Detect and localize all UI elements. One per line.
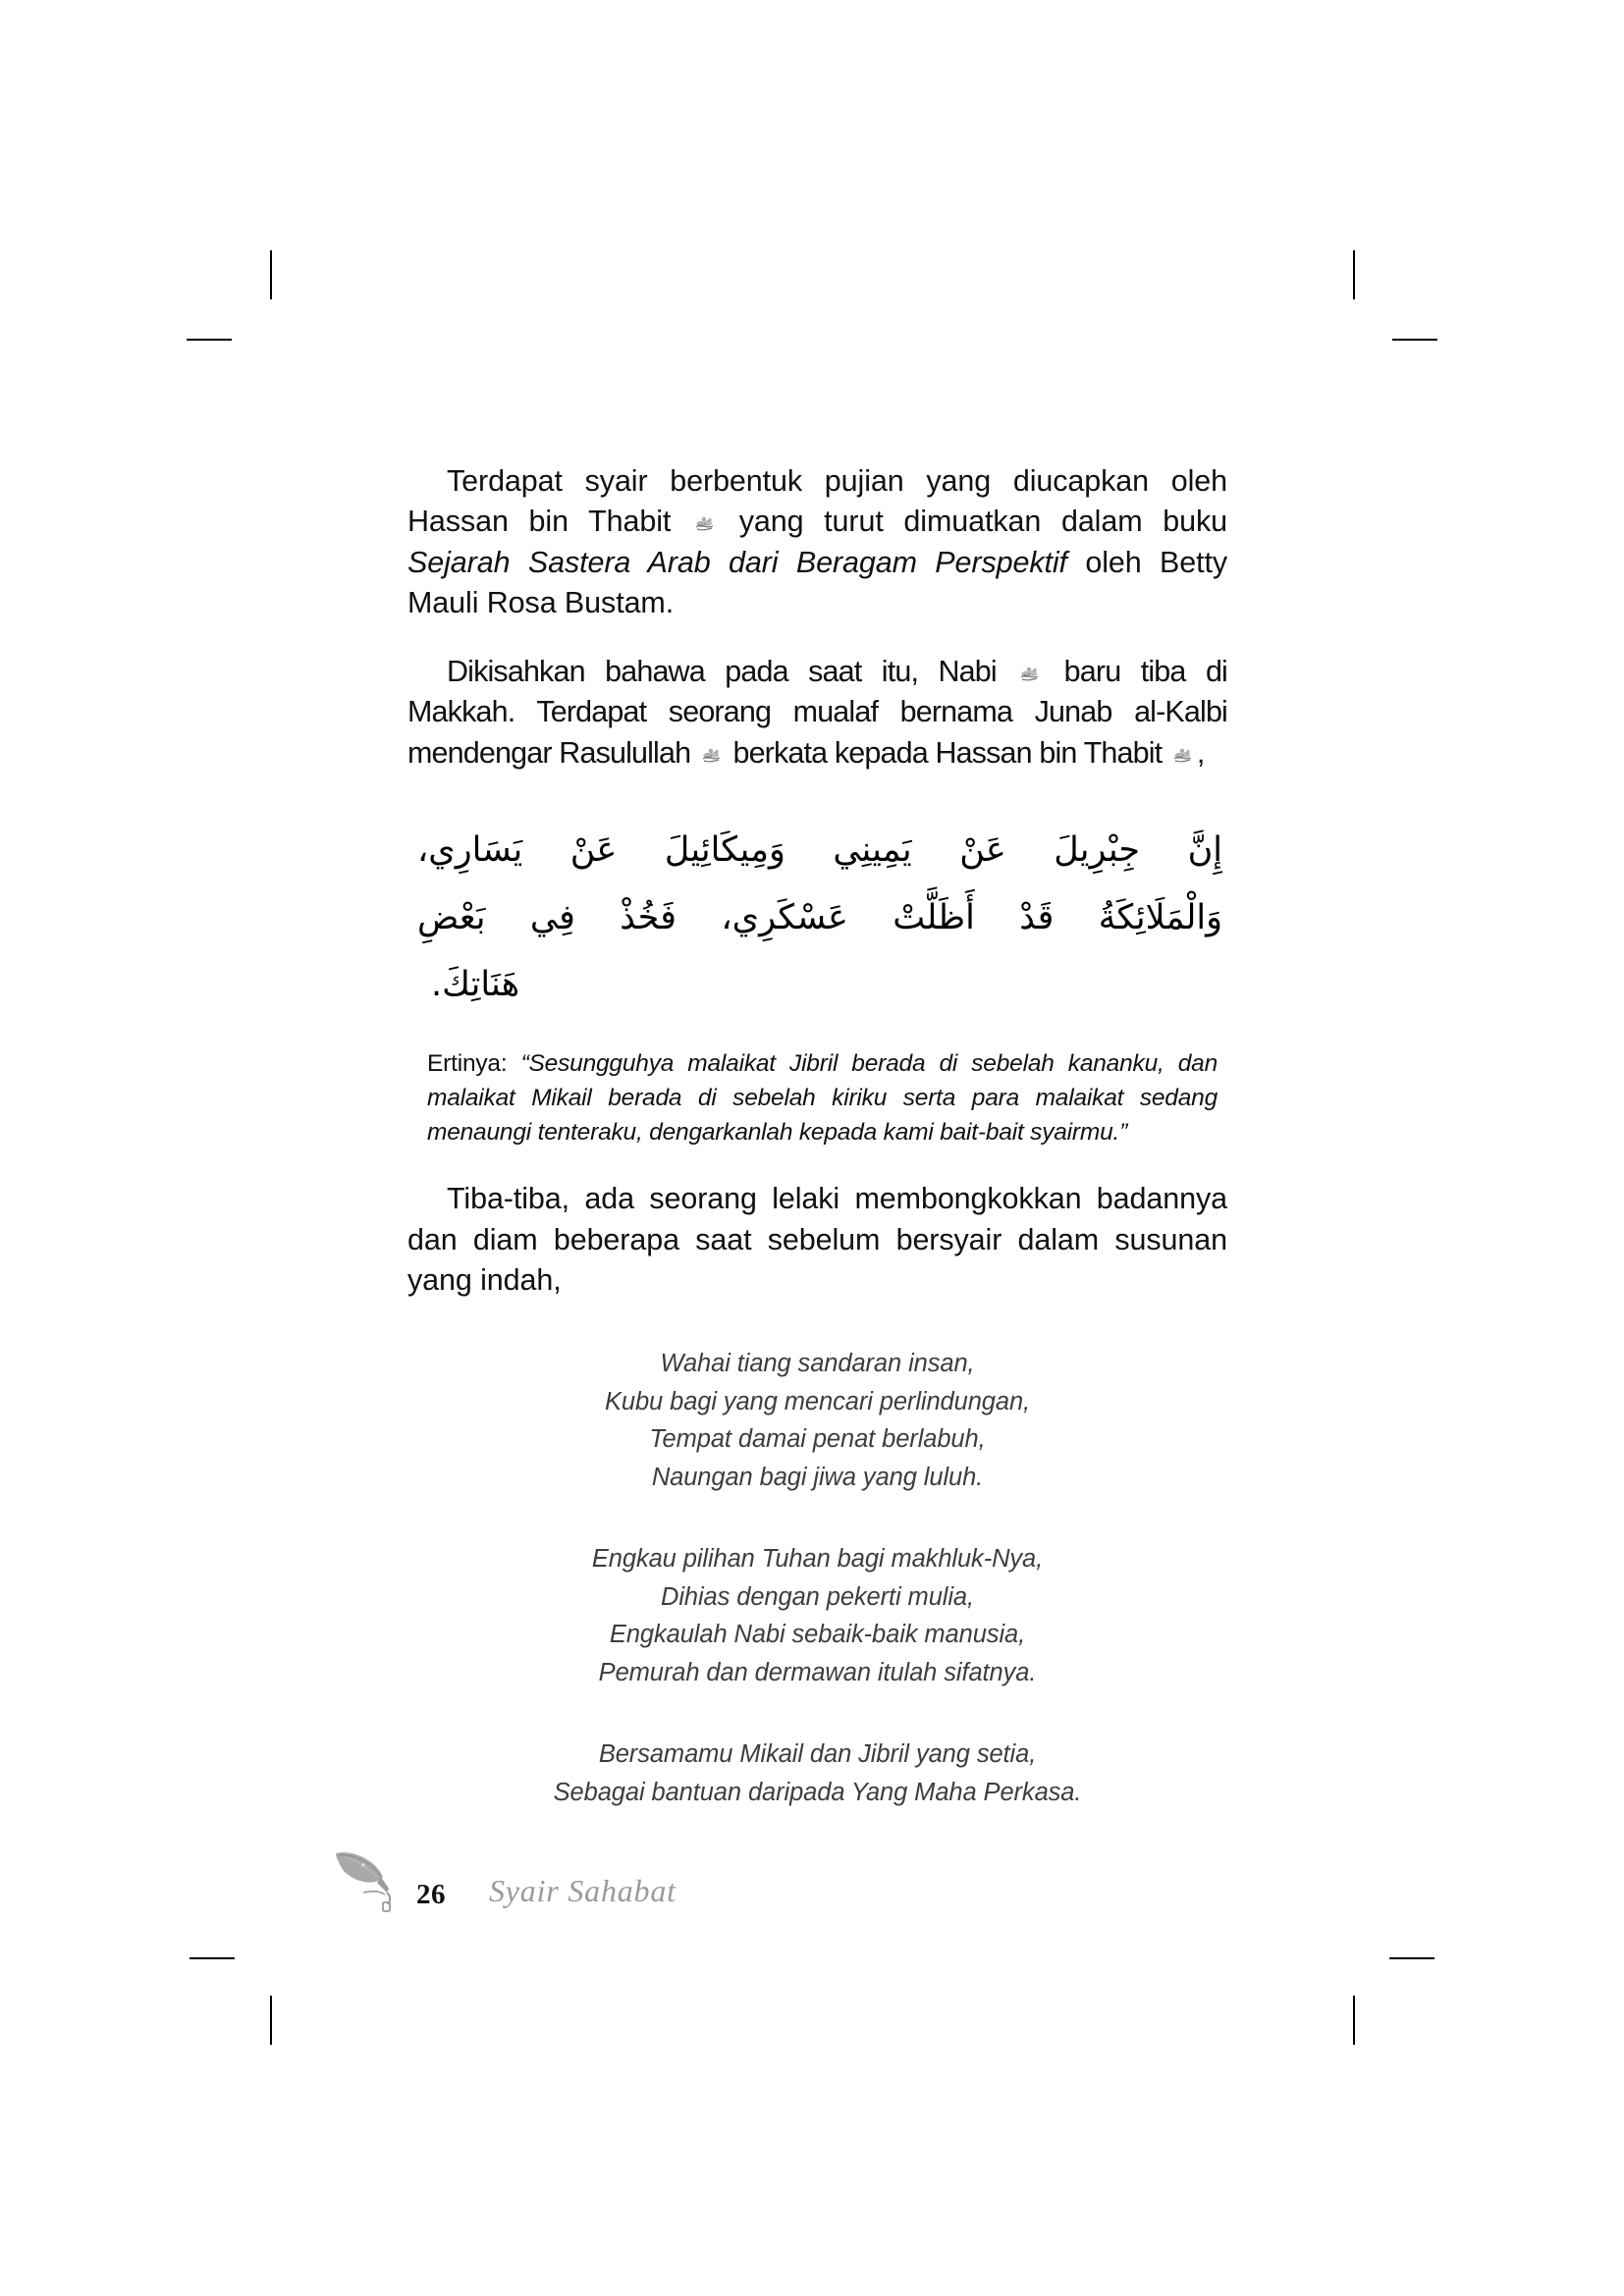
book-title-sejarah-sastera-arab: Sejarah Sastera Arab dari Beragam Perspektif — [407, 545, 1067, 579]
arabic-hadith-quotation — [407, 817, 1227, 1018]
poem-line: Wahai tiang sandaran insan, — [660, 1349, 975, 1377]
paragraph-dikisahkan-text-a: Dikisahkan bahawa pada saat itu, Nabi — [447, 654, 1017, 688]
arabic-quote-line-2: وَالْمَلَائِكَةُ قَدْ أَظَلَّتْ عَسْكَرِي، فَخُذْ فِي بَعْضِ — [417, 897, 1222, 937]
page-number: 26 — [416, 1879, 446, 1910]
page-footer — [334, 1843, 825, 1922]
poem-line: Naungan bagi jiwa yang luluh. — [651, 1464, 984, 1492]
paragraph-dikisahkan — [407, 652, 1227, 774]
crop-mark-bottom-right-horizontal — [1389, 1957, 1435, 1959]
quill-feather-icon — [334, 1843, 403, 1920]
paragraph-intro-text-a: Terdapat syair berbentuk pujian yang diucapkan oleh Hassan bin Thabit — [407, 464, 1227, 539]
poem-stanza — [407, 1540, 1227, 1692]
sallallahu-alayhi-wasallam-icon — [1018, 664, 1042, 685]
poem-line: Pemurah dan dermawan itulah sifatnya. — [598, 1659, 1037, 1687]
crop-mark-bottom-left-horizontal — [189, 1957, 235, 1959]
paragraph-dikisahkan-text-b: baru tiba di Makkah. Terdapat seorang mualaf bernama Junab al-Kalbi mendengar Rasulullah — [407, 654, 1227, 770]
poem-line: Engkau pilihan Tuhan bagi makhluk-Nya, — [591, 1544, 1044, 1573]
page-text-column — [407, 461, 1227, 1811]
crop-mark-bottom-right-vertical — [1353, 1996, 1355, 2045]
poem-block — [407, 1345, 1227, 1812]
sallallahu-alayhi-wasallam-icon — [700, 745, 724, 767]
poem-line: Tempat damai penat berlabuh, — [649, 1425, 986, 1454]
crop-mark-top-left-horizontal — [187, 339, 232, 341]
sallallahu-alayhi-wasallam-icon — [693, 513, 717, 535]
running-title: Syair Sahabat — [489, 1873, 677, 1908]
poem-line: Bersamamu Mikail dan Jibril yang setia, — [598, 1739, 1037, 1768]
sallallahu-alayhi-wasallam-icon — [1171, 745, 1195, 767]
crop-mark-bottom-left-vertical — [270, 1996, 272, 2045]
paragraph-dikisahkan-text-c: berkata kepada Hassan bin Thabit — [725, 735, 1169, 770]
poem-line: Sebagai bantuan daripada Yang Maha Perkasa. — [553, 1778, 1082, 1806]
poem-line: Kubu bagi yang mencari perlindungan, — [604, 1387, 1031, 1415]
poem-stanza — [407, 1735, 1227, 1812]
paragraph-intro-text-b: yang turut dimuatkan dalam buku — [719, 505, 1227, 539]
translation-text: “Sesungguhya malaikat Jibril berada di sebelah kananku, dan malaikat Mikail berada di sebelah kiriku serta para malaikat sedang menaungi tenteraku, dengarkanlah kepada kami bait-bait syairmu.” — [427, 1050, 1218, 1146]
arabic-quote-line-3: هَنَاتِكَ. — [431, 964, 520, 1004]
paragraph-tiba-tiba: Tiba-tiba, ada seorang lelaki membongkokkan badannya dan diam beberapa saat sebelum bersyair dalam susunan yang indah, — [407, 1182, 1227, 1298]
poem-stanza — [407, 1345, 1227, 1497]
paragraph-intro-text-c: oleh Betty Mauli Rosa Bustam. — [407, 545, 1228, 620]
poem-line: Engkaulah Nabi sebaik-baik manusia, — [609, 1621, 1026, 1649]
translation-label: Ertinya: — [427, 1050, 508, 1078]
crop-mark-top-right-horizontal — [1392, 339, 1437, 341]
paragraph-dikisahkan-text-d: , — [1196, 735, 1205, 770]
paragraph-intro-syair — [407, 461, 1227, 624]
translation-block — [407, 1047, 1227, 1149]
arabic-quote-line-1: إِنَّ جِبْرِيلَ عَنْ يَمِينِي وَمِيكَائِيلَ عَنْ يَسَارِي، — [417, 830, 1222, 871]
poem-line: Dihias dengan pekerti mulia, — [661, 1582, 974, 1611]
crop-mark-top-right-vertical — [1353, 250, 1355, 299]
crop-mark-top-left-vertical — [270, 250, 272, 299]
